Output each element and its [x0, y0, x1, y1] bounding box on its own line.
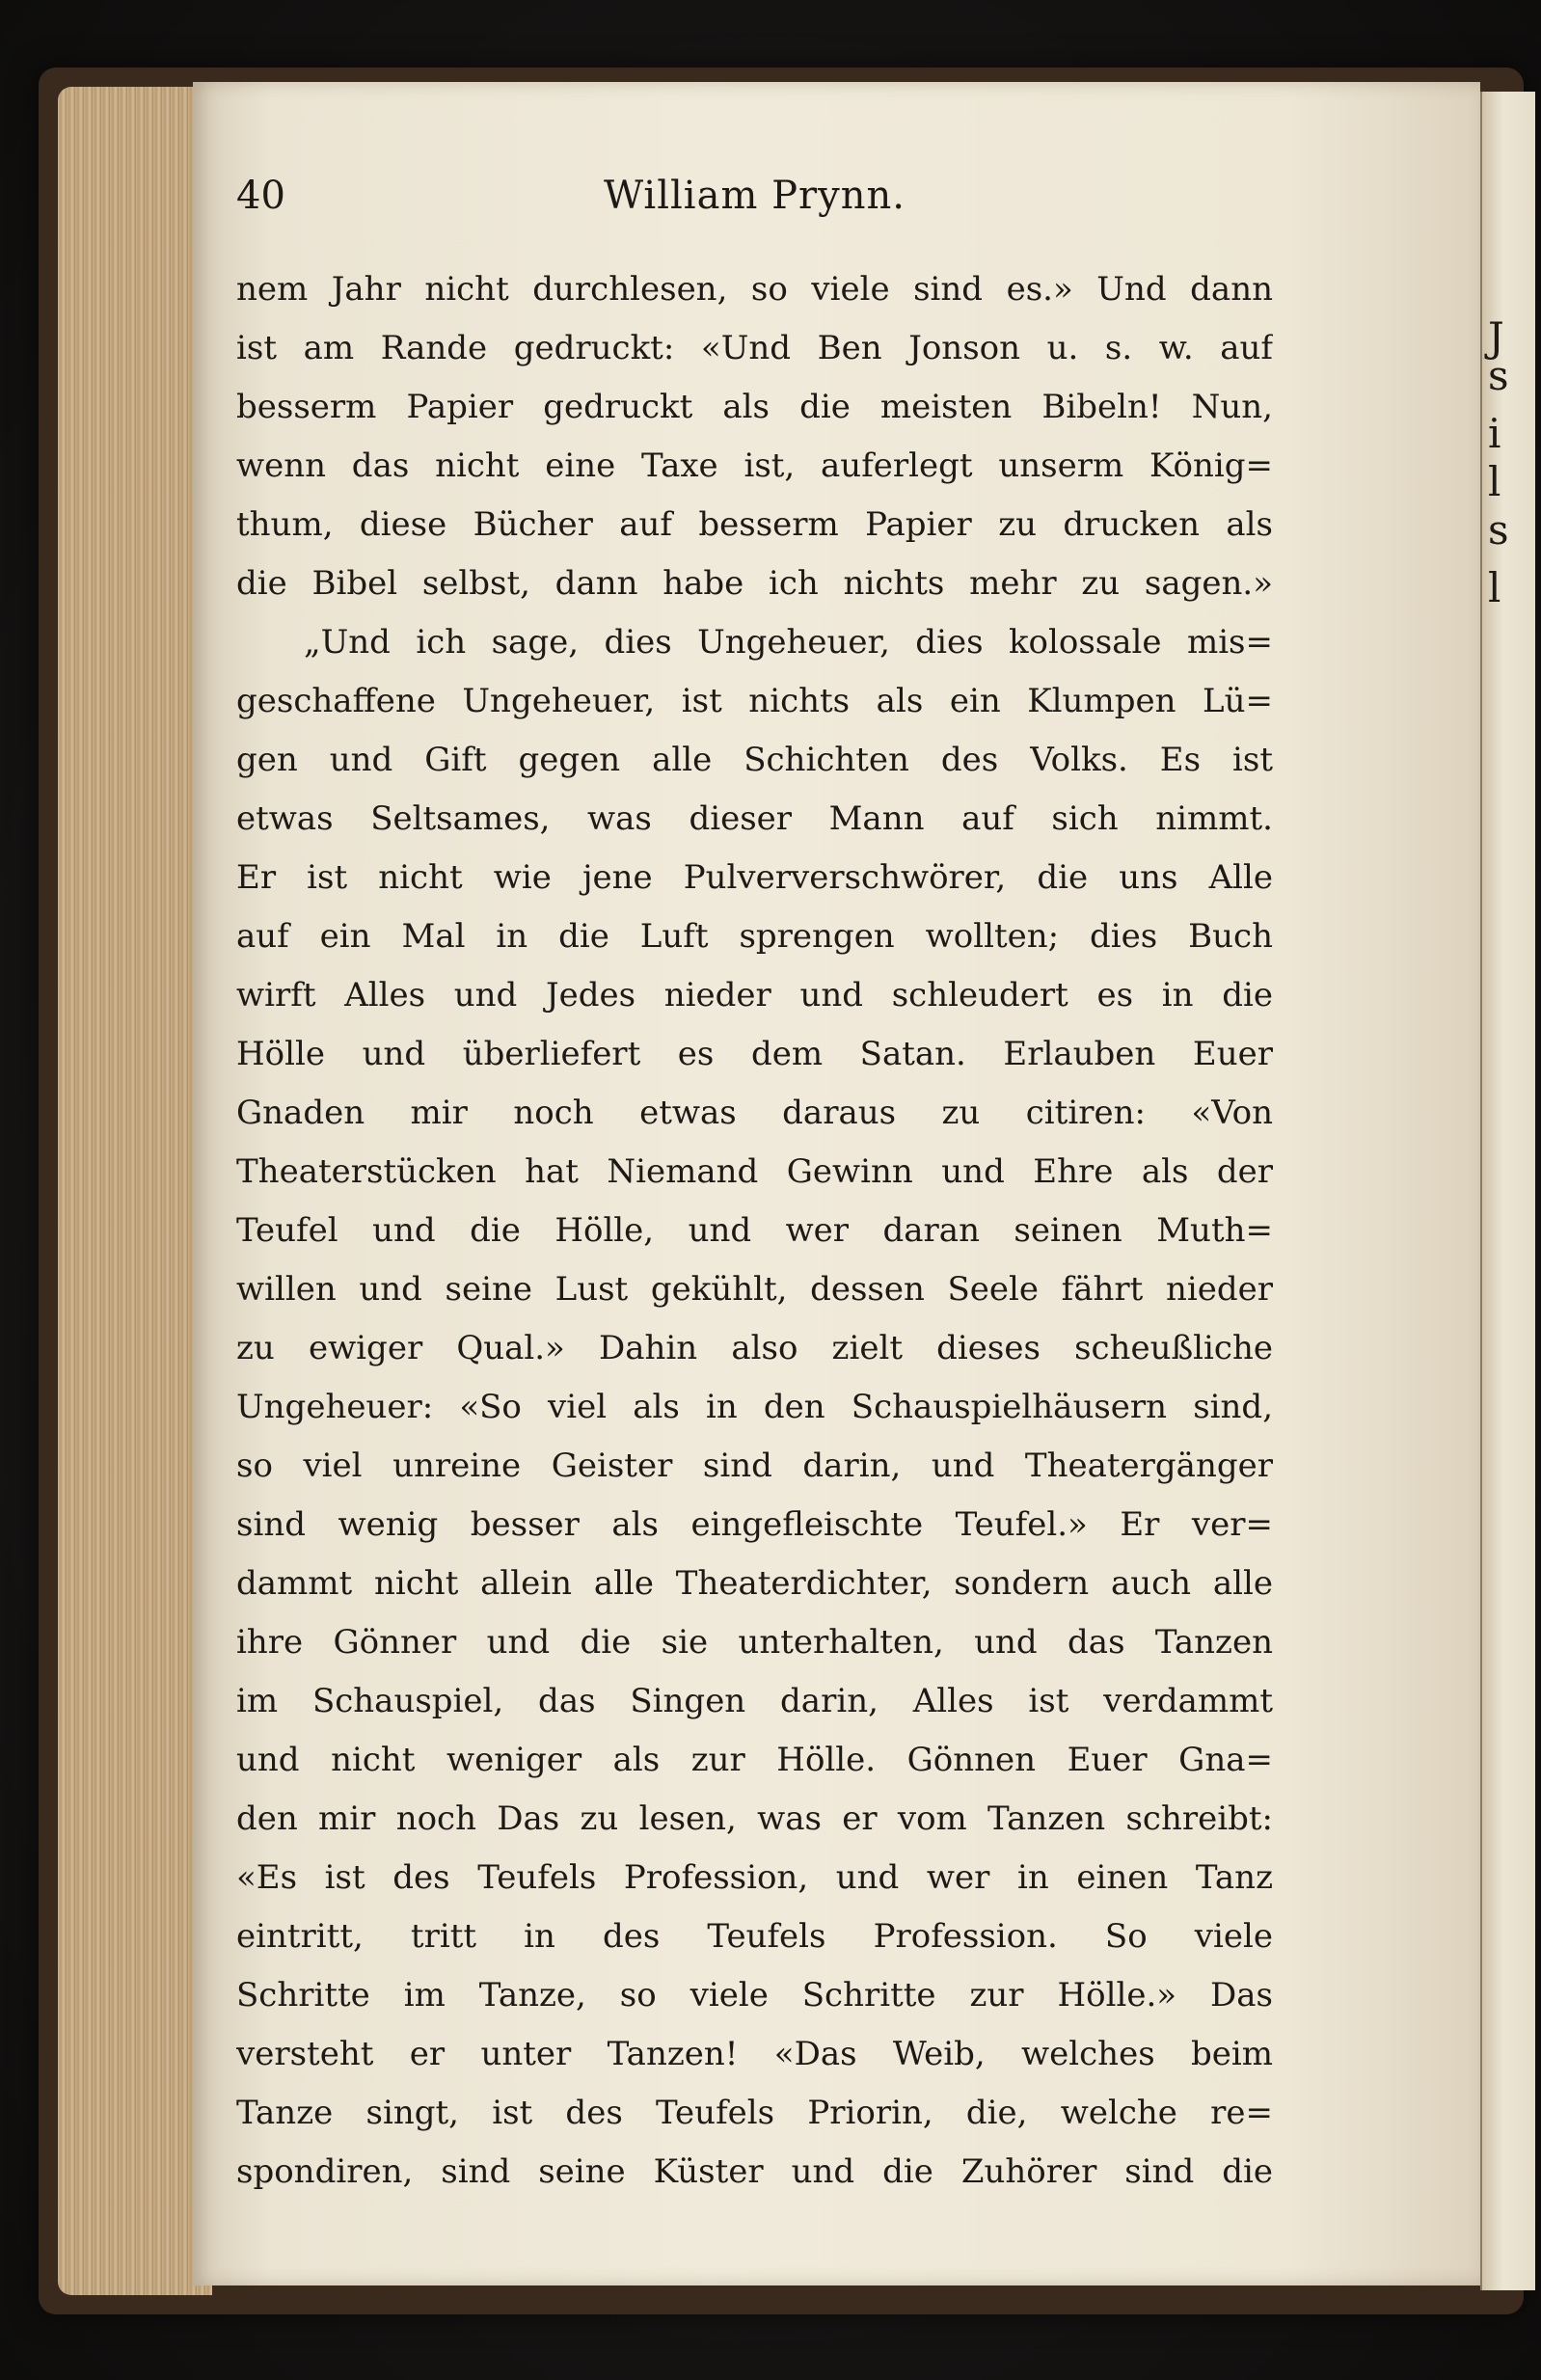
- text-line: Er ist nicht wie jene Pulververschwörer, die uns Alle: [236, 858, 1273, 897]
- next-page-stub: s: [1488, 352, 1509, 399]
- next-page-stub: l: [1488, 564, 1501, 611]
- text-line: im Schauspiel, das Singen darin, Alles ist verdammt: [236, 1682, 1273, 1720]
- text-line: Hölle und überliefert es dem Satan. Erlauben Euer: [236, 1035, 1273, 1073]
- text-line: spondiren, sind seine Küster und die Zuhörer sind die: [236, 2152, 1273, 2191]
- text-line: und nicht weniger als zur Hölle. Gönnen Euer Gna=: [236, 1741, 1273, 1779]
- text-line: eintritt, tritt in des Teufels Profession. So viele: [236, 1917, 1273, 1956]
- text-line: zu ewiger Qual.» Dahin also zielt dieses scheußliche: [236, 1329, 1273, 1367]
- body-text: [236, 260, 1273, 2202]
- text-line: versteht er unter Tanzen! «Das Weib, welches beim: [236, 2035, 1273, 2073]
- text-line: Ungeheuer: «So viel als in den Schauspielhäusern sind,: [236, 1388, 1273, 1426]
- text-line: so viel unreine Geister sind darin, und Theatergänger: [236, 1447, 1273, 1485]
- text-line: nem Jahr nicht durchlesen, so viele sind es.» Und dann: [236, 270, 1273, 309]
- text-line: Tanze singt, ist des Teufels Priorin, die, welche re=: [236, 2094, 1273, 2132]
- text-line: ihre Gönner und die sie unterhalten, und das Tanzen: [236, 1623, 1273, 1662]
- text-line: «Es ist des Teufels Profession, und wer in einen Tanz: [236, 1858, 1273, 1897]
- running-title: William Prynn.: [604, 174, 906, 218]
- text-line: den mir noch Das zu lesen, was er vom Tanzen schreibt:: [236, 1799, 1273, 1838]
- text-line: Theaterstücken hat Niemand Gewinn und Ehre als der: [236, 1152, 1273, 1191]
- text-line: Gnaden mir noch etwas daraus zu citiren: «Von: [236, 1094, 1273, 1132]
- text-line: sind wenig besser als eingefleischte Teufel.» Er ver=: [236, 1505, 1273, 1544]
- text-line: Teufel und die Hölle, und wer daran seinen Muth=: [236, 1211, 1273, 1250]
- text-line: willen und seine Lust gekühlt, dessen Seele fährt nieder: [236, 1270, 1273, 1309]
- text-line: die Bibel selbst, dann habe ich nichts mehr zu sagen.»: [236, 564, 1273, 603]
- next-page-stub: l: [1488, 458, 1501, 505]
- page-header: [236, 174, 1273, 251]
- text-line: auf ein Mal in die Luft sprengen wollten; dies Buch: [236, 917, 1273, 956]
- text-line: wenn das nicht eine Taxe ist, auferlegt unserm König=: [236, 446, 1273, 485]
- text-line: thum, diese Bücher auf besserm Papier zu drucken als: [236, 505, 1273, 544]
- page-edges: [58, 87, 212, 2295]
- text-line: etwas Seltsames, was dieser Mann auf sich nimmt.: [236, 799, 1273, 838]
- text-line: „Und ich sage, dies Ungeheuer, dies kolossale mis=: [304, 623, 1273, 662]
- text-line: ist am Rande gedruckt: «Und Ben Jonson u. s. w. auf: [236, 329, 1273, 367]
- next-page-stub: s: [1488, 506, 1509, 554]
- text-line: dammt nicht allein alle Theaterdichter, sondern auch alle: [236, 1564, 1273, 1603]
- next-page-stub: J: [1488, 313, 1504, 361]
- text-line: gen und Gift gegen alle Schichten des Volks. Es ist: [236, 741, 1273, 779]
- page-number: 40: [236, 174, 285, 218]
- text-line: geschaffene Ungeheuer, ist nichts als ein Klumpen Lü=: [236, 682, 1273, 720]
- text-line: wirft Alles und Jedes nieder und schleudert es in die: [236, 976, 1273, 1014]
- text-line: Schritte im Tanze, so viele Schritte zur Hölle.» Das: [236, 1976, 1273, 2015]
- next-page-stub: i: [1488, 410, 1501, 457]
- text-line: besserm Papier gedruckt als die meisten Bibeln! Nun,: [236, 388, 1273, 426]
- next-page-edge: [1480, 92, 1535, 2290]
